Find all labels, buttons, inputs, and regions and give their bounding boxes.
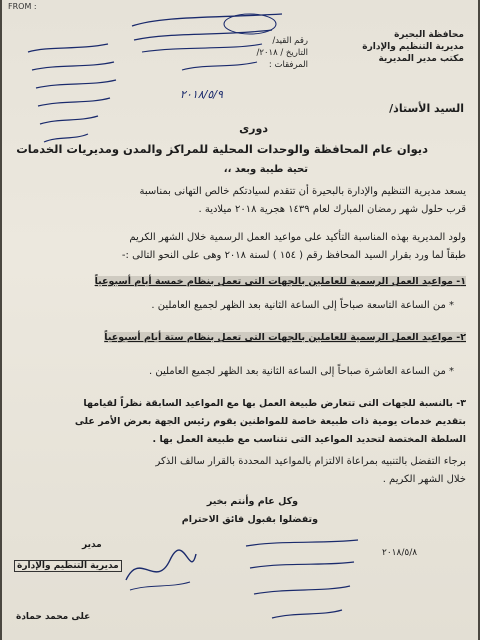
para-1-line-2: قرب حلول شهر رمضان المبارك لعام ١٤٣٩ هجرية ٢٠١٨ ميلادية . (198, 204, 466, 215)
section-3-line-2: بتقديم خدمات يومية ذات طبيعة خاصة للمواطنين يقوم رئيس الجهة بعرض الأمر على (74, 416, 466, 427)
ref-attachments-label: المرفقات : (268, 60, 308, 70)
org-office: مكتب مدير المديرية (378, 54, 464, 64)
section-2-item: * من الساعة العاشرة صباحاً إلى الساعة الثانية بعد الظهر لجميع العاملين . (149, 366, 454, 377)
section-1-item: * من الساعة التاسعة صباحاً إلى الساعة الثانية بعد الظهر لجميع العاملين . (151, 300, 454, 311)
section-2-heading: ٢- مواعيد العمل الرسمية للعاملين بالجهات التى تعمل بنظام ستة أيام أسبوعياً (104, 332, 466, 343)
org-directorate: مديرية التنظيم والإدارة (362, 42, 464, 52)
handwritten-routing-notes (242, 536, 362, 626)
handwritten-signature (120, 540, 200, 600)
signature-name: على محمد حمادة (16, 612, 91, 622)
para-4-line-2: خلال الشهر الكريم . (382, 474, 466, 485)
section-1-heading: ١- مواعيد العمل الرسمية للعاملين بالجهات التى تعمل بنظام خمسة أيام أسبوعياً (94, 276, 466, 287)
signature-title: مدير (82, 540, 102, 550)
section-3-line-1: ٣- بالنسبة للجهات التى تتعارض طبيعة العمل بها مع المواعيد السابقة نظراً لقيامها (83, 398, 466, 409)
scanned-circular-document (2, 0, 478, 640)
handwritten-margin-note (18, 42, 128, 152)
signature-date: ٢٠١٨/٥/٨ (382, 548, 418, 558)
para-2-line-1: ولود المديرية بهذه المناسبة التأكيد على مواعيد العمل الرسمية خلال الشهر الكريم (129, 232, 466, 243)
signature-department: مديرية التنظيم والإدارة (14, 560, 122, 572)
closing-line-2: وتفضلوا بقبول فائق الاحترام (181, 514, 318, 525)
addressee-line: السيد الأستاذ/ (389, 102, 464, 115)
section-3-line-3: السلطة المختصة لتحديد المواعيد التى تتناسب مع طبيعة العمل بها . (152, 434, 466, 445)
circular-label: دورى (239, 122, 268, 135)
greeting: تحية طيبة وبعد ،، (223, 164, 308, 175)
para-4-line-1: برجاء التفضل بالتنبيه بمراعاة الالتزام بالمواعيد المحددة بالقرار سالف الذكر (155, 456, 466, 467)
ref-number-label: رقم القيد/ (272, 36, 308, 46)
fax-from-label: FROM : (8, 2, 37, 11)
para-2-line-2: طبقاً لما ورد بقرار السيد المحافظ رقم ( ١٥٤ ) لسنة ٢٠١٨ وهى على النحو التالى :- (121, 250, 466, 261)
handwritten-incoming-stamp (122, 6, 292, 96)
closing-line-1: وكل عام وأنتم بخير (206, 496, 298, 507)
org-governorate: محافظة البحيرة (394, 30, 464, 40)
para-1-line-1: يسعد مديرية التنظيم والإدارة بالبحيرة أن تتقدم لسيادتكم خالص التهانى بمناسبة (139, 186, 466, 197)
ref-date-label: التاريخ / ٢٠١٨/ (256, 48, 308, 58)
recipient-line: ديوان عام المحافظة والوحدات المحلية للمراكز والمدن ومديريات الخدمات (16, 142, 428, 156)
handwritten-date: ٢٠١٨/٥/٩ (180, 88, 223, 101)
